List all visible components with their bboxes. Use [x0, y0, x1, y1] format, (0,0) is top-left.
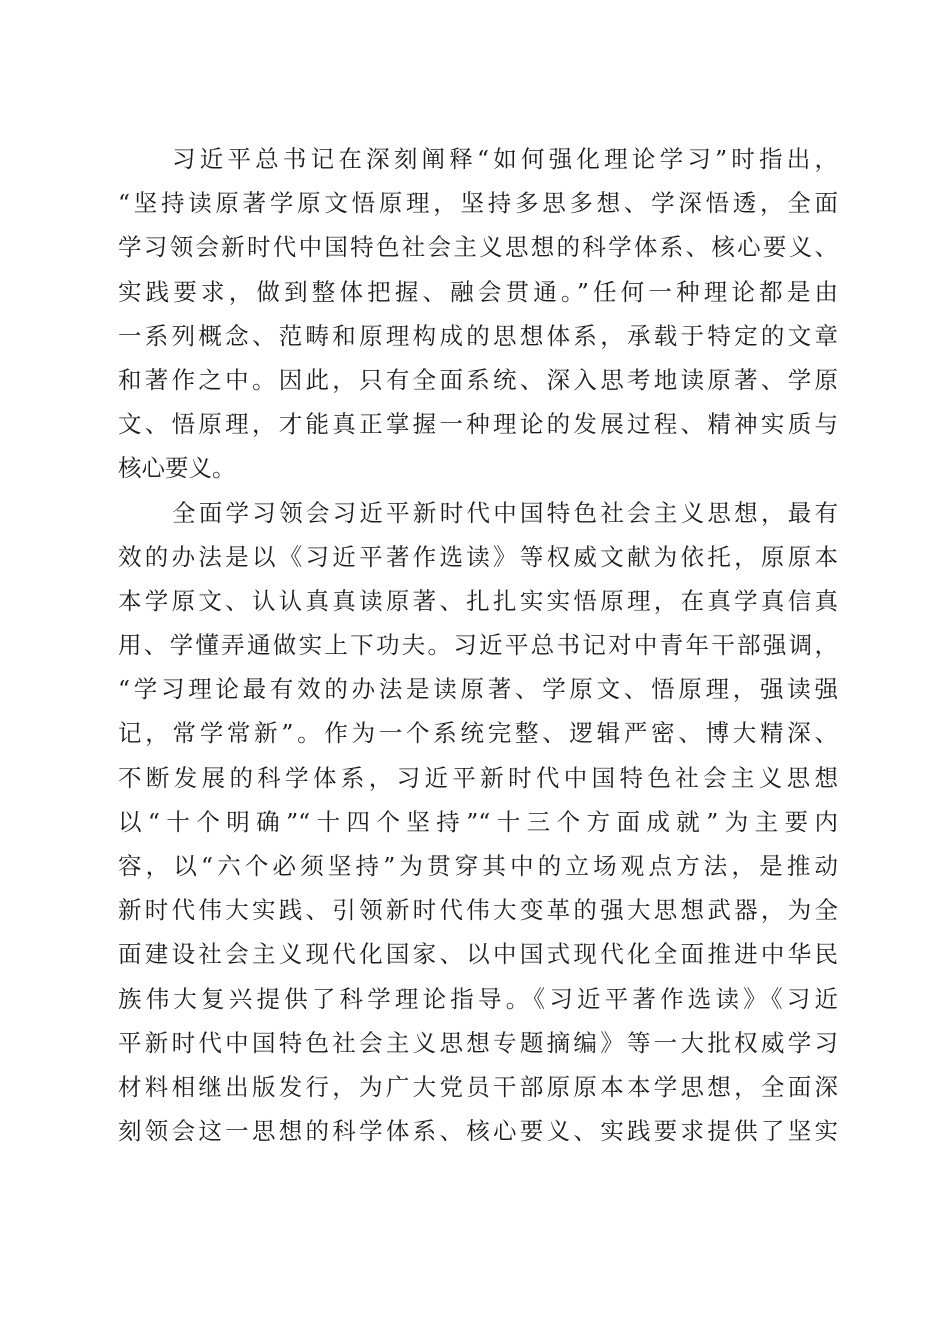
text-line: 习近平总书记在深刻阐释“如何强化理论学习”时指出， — [172, 145, 838, 173]
text-line: 用、学懂弄通做实上下功夫。习近平总书记对中青年干部强调， — [118, 631, 838, 660]
body-text — [118, 137, 838, 1153]
text-line: 效的办法是以《习近平著作选读》等权威文献为依托，原原本 — [118, 542, 838, 571]
text-line: 本学原文、认认真真读原著、扎扎实实悟原理，在真学真信真 — [118, 586, 838, 615]
text-line: 核心要义。 — [118, 454, 236, 483]
text-line: 族伟大复兴提供了科学理论指导。《习近平著作选读》《习近 — [118, 984, 838, 1013]
text-line: 记，常学常新”。作为一个系统完整、逻辑严密、博大精深、 — [118, 719, 838, 748]
text-line: 容，以“六个必须坚持”为贯穿其中的立场观点方法，是推动 — [118, 852, 838, 880]
text-line: 实践要求，做到整体把握、融会贯通。”任何一种理论都是由 — [118, 277, 838, 306]
text-line: 不断发展的科学体系，习近平新时代中国特色社会主义思想 — [118, 763, 838, 792]
text-line: 文、悟原理，才能真正掌握一种理论的发展过程、精神实质与 — [118, 410, 838, 439]
text-line: 平新时代中国特色社会主义思想专题摘编》等一大批权威学习 — [118, 1028, 838, 1057]
text-line: 新时代伟大实践、引领新时代伟大变革的强大思想武器，为全 — [118, 896, 838, 925]
text-line: 和著作之中。因此，只有全面系统、深入思考地读原著、学原 — [118, 365, 838, 394]
text-line: 面建设社会主义现代化国家、以中国式现代化全面推进中华民 — [118, 940, 838, 969]
text-line: 刻领会这一思想的科学体系、核心要义、实践要求提供了坚实 — [118, 1117, 838, 1146]
paragraph-2 — [118, 491, 838, 1154]
text-line: “坚持读原著学原文悟原理，坚持多思多想、学深悟透，全面 — [118, 189, 838, 218]
text-line: 以“十个明确”“十四个坚持”“十三个方面成就”为主要内 — [118, 807, 838, 836]
text-line: 全面学习领会习近平新时代中国特色社会主义思想，最有 — [172, 498, 838, 527]
text-line: “学习理论最有效的办法是读原著、学原文、悟原理，强读强 — [118, 675, 838, 704]
text-line: 一系列概念、范畴和原理构成的思想体系，承载于特定的文章 — [118, 321, 838, 350]
text-line: 学习领会新时代中国特色社会主义思想的科学体系、核心要义、 — [118, 233, 838, 262]
paragraph-1 — [118, 137, 838, 491]
text-line: 材料相继出版发行，为广大党员干部原原本本学思想，全面深 — [118, 1072, 838, 1101]
